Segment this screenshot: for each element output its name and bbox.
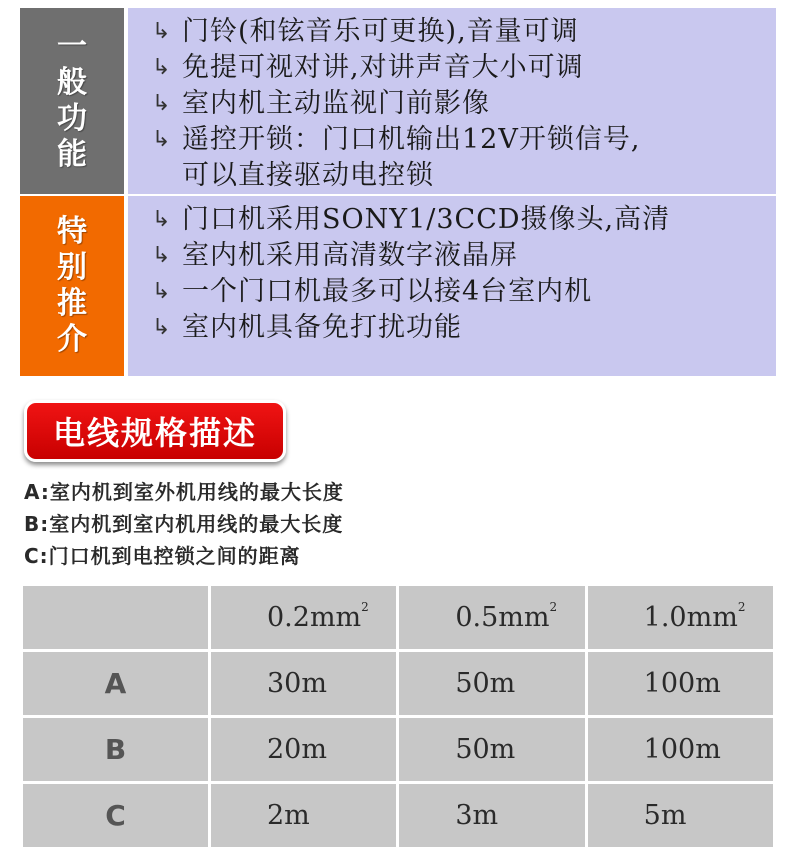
hand-pointer-icon: ↳ — [152, 19, 172, 44]
hand-pointer-icon: ↳ — [152, 55, 172, 80]
cable-notes — [24, 476, 624, 572]
general-features-row — [20, 8, 776, 194]
general-features-list — [128, 8, 776, 194]
list-item-continuation: 可以直接驱动电控锁 — [182, 160, 434, 191]
hand-pointer-icon: ↳ — [152, 91, 172, 116]
column-header: $0.5mm^2$ — [398, 585, 586, 651]
list-item: ↳ 门口机采用SONY1/3CCD摄像头,高清 — [152, 202, 776, 238]
list-item: ↳ 室内机采用高清数字液晶屏 — [152, 238, 776, 274]
special-features-row — [20, 196, 776, 376]
hand-pointer-icon: ↳ — [152, 207, 172, 232]
table-cell: 2m — [210, 783, 398, 849]
hand-pointer-icon: ↳ — [152, 315, 172, 340]
table-row — [22, 717, 775, 783]
column-header: $0.2mm^2$ — [210, 585, 398, 651]
list-item: ↳ 一个门口机最多可以接4台室内机 — [152, 274, 776, 310]
table-cell: 100m — [586, 651, 774, 717]
table-cell: 20m — [210, 717, 398, 783]
list-item: ↳ 室内机具备免打扰功能 — [152, 310, 776, 346]
table-corner-cell — [22, 585, 210, 651]
list-item: ↳ 遥控开锁：门口机输出12V开锁信号, — [152, 122, 776, 158]
table-cell: 30m — [210, 651, 398, 717]
list-item: ↳ 门铃(和铉音乐可更换),音量可调 — [152, 14, 776, 50]
cable-spec-table — [20, 583, 776, 850]
special-features-label: 特别推介 — [20, 196, 124, 376]
table-cell: 50m — [398, 717, 586, 783]
row-header: B — [22, 717, 210, 783]
list-item: ↳ 室内机主动监视门前影像 — [152, 86, 776, 122]
cable-note-b: B:室内机到室内机用线的最大长度 — [24, 512, 344, 536]
table-cell: 5m — [586, 783, 774, 849]
table-cell: 3m — [398, 783, 586, 849]
table-cell: 100m — [586, 717, 774, 783]
table-cell: 50m — [398, 651, 586, 717]
table-header-row — [22, 585, 775, 651]
cable-note-a: A:室内机到室外机用线的最大长度 — [24, 480, 344, 504]
special-features-list — [128, 196, 776, 376]
table-row — [22, 783, 775, 849]
column-header: $1.0mm^2$ — [586, 585, 774, 651]
hand-pointer-icon: ↳ — [152, 127, 172, 152]
hand-pointer-icon: ↳ — [152, 279, 172, 304]
list-item: ↳ 免提可视对讲,对讲声音大小可调 — [152, 50, 776, 86]
cable-note-c: C:门口机到电控锁之间的距离 — [24, 544, 301, 568]
row-header: C — [22, 783, 210, 849]
general-features-label: 一般功能 — [20, 8, 124, 194]
row-header: A — [22, 651, 210, 717]
cable-spec-title: 电线规格描述 — [24, 400, 286, 462]
features-panel — [20, 8, 776, 376]
hand-pointer-icon: ↳ — [152, 243, 172, 268]
table-row — [22, 651, 775, 717]
